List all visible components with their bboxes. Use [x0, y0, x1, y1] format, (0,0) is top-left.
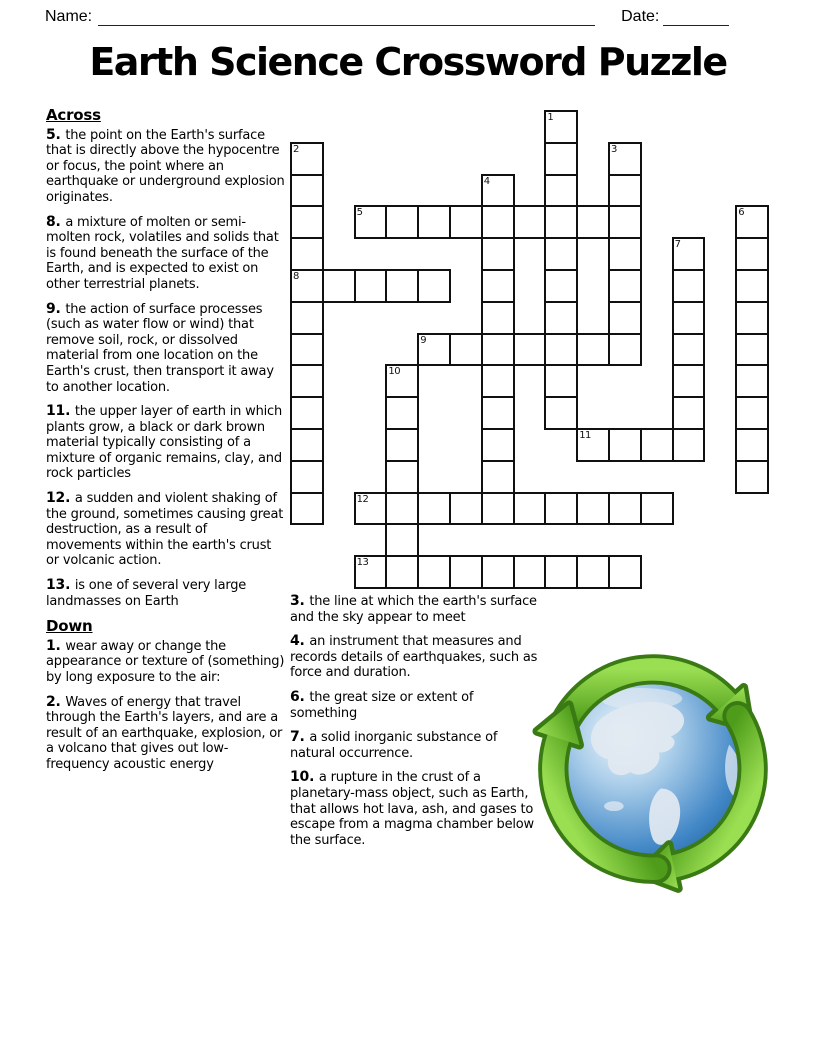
grid-cell[interactable] — [481, 428, 515, 462]
grid-cell[interactable] — [290, 396, 324, 430]
clue-12 — [46, 491, 286, 569]
grid-cell[interactable] — [417, 333, 451, 367]
grid-cell[interactable] — [544, 492, 578, 526]
cell-number: 1 — [547, 112, 554, 123]
clue-8 — [46, 215, 286, 293]
cell-number: 9 — [420, 334, 427, 346]
grid-cell[interactable] — [672, 269, 706, 303]
clue-text: the action of surface processes (such as water flow or wind) that remove soil, rock, or dissolved material from one location on the Earth's crust, then transport it away to another location. — [46, 301, 274, 395]
grid-cell[interactable] — [576, 333, 610, 367]
name-label: Name: — [45, 8, 93, 25]
grid-cell[interactable] — [608, 269, 642, 303]
grid-cell[interactable] — [385, 396, 419, 430]
clue-13 — [46, 578, 286, 609]
grid-cell[interactable] — [544, 205, 578, 239]
grid-cell[interactable] — [513, 205, 547, 239]
grid-cell[interactable] — [417, 555, 451, 589]
grid-cell[interactable] — [672, 301, 706, 335]
grid-cell[interactable] — [608, 333, 642, 367]
grid-cell[interactable] — [481, 205, 515, 239]
down-heading: Down — [46, 617, 93, 636]
grid-cell[interactable] — [481, 237, 515, 271]
grid-cell[interactable] — [544, 301, 578, 335]
grid-cell[interactable] — [608, 174, 642, 208]
grid-cell[interactable] — [576, 555, 610, 589]
clue-text: Waves of energy that travel through the Earth's layers, and are a result of an earthquake, explosion, or a volcano that gives out low-frequency acoustic energy — [46, 694, 283, 772]
grid-cell[interactable] — [576, 205, 610, 239]
clue-number: 5. — [46, 126, 66, 143]
down-clues-list-col2 — [290, 594, 542, 848]
grid-cell[interactable] — [481, 396, 515, 430]
grid-cell[interactable] — [735, 364, 769, 398]
grid-cell[interactable] — [481, 333, 515, 367]
grid-cell[interactable] — [672, 396, 706, 430]
clue-number: 4. — [290, 633, 310, 650]
clue-number: 1. — [46, 637, 66, 654]
clue-number: 12. — [46, 490, 75, 507]
cell-number: 7 — [674, 239, 681, 251]
clue-number: 10. — [290, 769, 319, 786]
grid-cell[interactable] — [544, 110, 578, 144]
grid-cell[interactable] — [354, 555, 388, 589]
cell-number: 4 — [483, 175, 490, 187]
clue-7 — [290, 730, 542, 761]
clue-text: an instrument that measures and records details of earthquakes, such as force and duration. — [290, 634, 538, 681]
grid-cell[interactable] — [735, 237, 769, 271]
across-heading: Across — [46, 106, 101, 124]
grid-cell[interactable] — [735, 428, 769, 462]
grid-cell[interactable] — [576, 492, 610, 526]
grid-cell[interactable] — [322, 269, 356, 303]
grid-cell[interactable] — [513, 333, 547, 367]
grid-cell[interactable] — [640, 428, 674, 462]
clue-number: 13. — [46, 577, 75, 594]
grid-cell[interactable] — [449, 333, 483, 367]
grid-cell[interactable] — [608, 205, 642, 239]
grid-cell[interactable] — [385, 364, 419, 398]
grid-cell[interactable] — [608, 492, 642, 526]
clue-text: is one of several very large landmasses on Earth — [46, 578, 247, 609]
grid-cell[interactable] — [449, 205, 483, 239]
grid-cell[interactable] — [481, 301, 515, 335]
clue-10 — [290, 770, 542, 848]
grid-cell[interactable] — [481, 460, 515, 494]
grid-cell[interactable] — [608, 237, 642, 271]
grid-cell[interactable] — [354, 269, 388, 303]
grid-cell[interactable] — [449, 492, 483, 526]
clue-11 — [46, 404, 286, 482]
clue-column-middle — [290, 594, 542, 857]
grid-cell[interactable] — [608, 301, 642, 335]
grid-cell[interactable] — [290, 269, 324, 303]
grid-cell[interactable] — [608, 142, 642, 176]
grid-cell[interactable] — [735, 333, 769, 367]
date-input-line[interactable] — [663, 9, 729, 26]
cell-number: 5 — [356, 207, 363, 219]
grid-cell[interactable] — [544, 142, 578, 176]
grid-cell[interactable] — [385, 460, 419, 494]
grid-cell[interactable] — [735, 396, 769, 430]
grid-cell[interactable] — [481, 492, 515, 526]
grid-cell[interactable] — [290, 237, 324, 271]
cell-number: 3 — [611, 143, 617, 155]
clue-text: the great size or extent of something — [290, 689, 474, 721]
grid-cell[interactable] — [544, 237, 578, 271]
grid-cell[interactable] — [290, 492, 324, 526]
clue-text: wear away or change the appearance or texture of (something) by long exposure to the air: — [46, 638, 285, 685]
clue-text: the upper layer of earth in which plants grow, a black or dark brown material typically consisting of a mixture of organic remains, clay, and rock particles — [46, 404, 283, 482]
grid-cell[interactable] — [513, 555, 547, 589]
clue-text: a solid inorganic substance of natural occurrence. — [290, 730, 498, 761]
grid-cell[interactable] — [672, 237, 706, 271]
grid-cell[interactable] — [354, 492, 388, 526]
grid-cell[interactable] — [544, 555, 578, 589]
grid-cell[interactable] — [290, 364, 324, 398]
grid-cell[interactable] — [290, 301, 324, 335]
grid-cell[interactable] — [417, 269, 451, 303]
clue-text: the line at which the earth's surface and the sky appear to meet — [290, 594, 537, 625]
grid-cell[interactable] — [385, 555, 419, 589]
grid-cell[interactable] — [354, 205, 388, 239]
grid-cell[interactable] — [513, 492, 547, 526]
cell-number: 8 — [293, 271, 299, 282]
grid-cell[interactable] — [735, 205, 769, 239]
grid-cell[interactable] — [544, 364, 578, 398]
clue-number: 6. — [290, 688, 310, 705]
grid-cell[interactable] — [481, 555, 515, 589]
clue-number: 2. — [46, 693, 66, 710]
clue-3 — [290, 594, 542, 625]
across-clues-list — [46, 128, 286, 610]
grid-cell[interactable] — [608, 555, 642, 589]
grid-cell[interactable] — [417, 492, 451, 526]
clue-text: a sudden and violent shaking of the ground, sometimes causing great destruction, as a result of movements within the earth's crust or volcanic action. — [46, 491, 284, 569]
clue-text: a mixture of molten or semi-molten rock, volatiles and solids that is found beneath the surface of the Earth, and is expected to exist on other terrestrial planets. — [46, 214, 279, 292]
down-clues-list-col1 — [46, 639, 286, 773]
earth-recycle-graphic — [524, 642, 778, 898]
crossword-grid — [290, 110, 770, 590]
grid-cell[interactable] — [544, 396, 578, 430]
clue-number: 11. — [46, 403, 75, 420]
header-row — [45, 8, 745, 30]
cell-number: 12 — [356, 493, 369, 505]
clue-text: a rupture in the crust of a planetary-mass object, such as Earth, that allows hot lava, ash, and gases to escape from a magma chamber below the surface. — [290, 770, 534, 848]
grid-cell[interactable] — [481, 174, 515, 208]
grid-cell[interactable] — [385, 205, 419, 239]
clue-1 — [46, 639, 286, 686]
grid-cell[interactable] — [385, 269, 419, 303]
clue-number: 7. — [290, 729, 310, 746]
clue-number: 8. — [46, 213, 66, 230]
grid-cell[interactable] — [735, 269, 769, 303]
clue-2 — [46, 695, 286, 773]
grid-cell[interactable] — [290, 142, 324, 176]
clue-5 — [46, 128, 286, 206]
clue-number: 9. — [46, 300, 66, 317]
grid-cell[interactable] — [608, 428, 642, 462]
clue-number: 3. — [290, 593, 310, 609]
cell-number: 2 — [293, 143, 299, 155]
grid-cell[interactable] — [290, 460, 324, 494]
clue-6 — [290, 690, 542, 721]
grid-cell[interactable] — [735, 301, 769, 335]
name-input-line[interactable] — [98, 9, 595, 26]
cell-number: 10 — [388, 366, 401, 378]
cell-number: 6 — [738, 207, 745, 219]
clue-text: the point on the Earth's surface that is directly above the hypocentre or focus, the point where an earthquake or underground explosion originates. — [46, 127, 285, 205]
grid-cell[interactable] — [290, 205, 324, 239]
grid-cell[interactable] — [481, 269, 515, 303]
grid-cell[interactable] — [672, 364, 706, 398]
grid-cell[interactable] — [672, 428, 706, 462]
grid-cell[interactable] — [672, 333, 706, 367]
grid-cell[interactable] — [544, 174, 578, 208]
grid-cell[interactable] — [290, 174, 324, 208]
grid-cell[interactable] — [576, 428, 610, 462]
date-label: Date: — [621, 8, 660, 25]
grid-cell[interactable] — [481, 364, 515, 398]
grid-cell[interactable] — [385, 492, 419, 526]
grid-cell[interactable] — [417, 205, 451, 239]
grid-cell[interactable] — [290, 333, 324, 367]
grid-cell[interactable] — [290, 428, 324, 462]
clue-4 — [290, 634, 542, 681]
cell-number: 11 — [579, 430, 591, 441]
grid-cell[interactable] — [735, 460, 769, 494]
grid-cell[interactable] — [385, 523, 419, 557]
clue-9 — [46, 302, 286, 396]
grid-cell[interactable] — [544, 333, 578, 367]
cell-number: 13 — [356, 557, 369, 569]
clue-column-left — [46, 108, 286, 782]
grid-cell[interactable] — [640, 492, 674, 526]
page-title: Earth Science Crossword Puzzle — [89, 40, 727, 84]
grid-cell[interactable] — [544, 269, 578, 303]
grid-cell[interactable] — [385, 428, 419, 462]
grid-cell[interactable] — [449, 555, 483, 589]
